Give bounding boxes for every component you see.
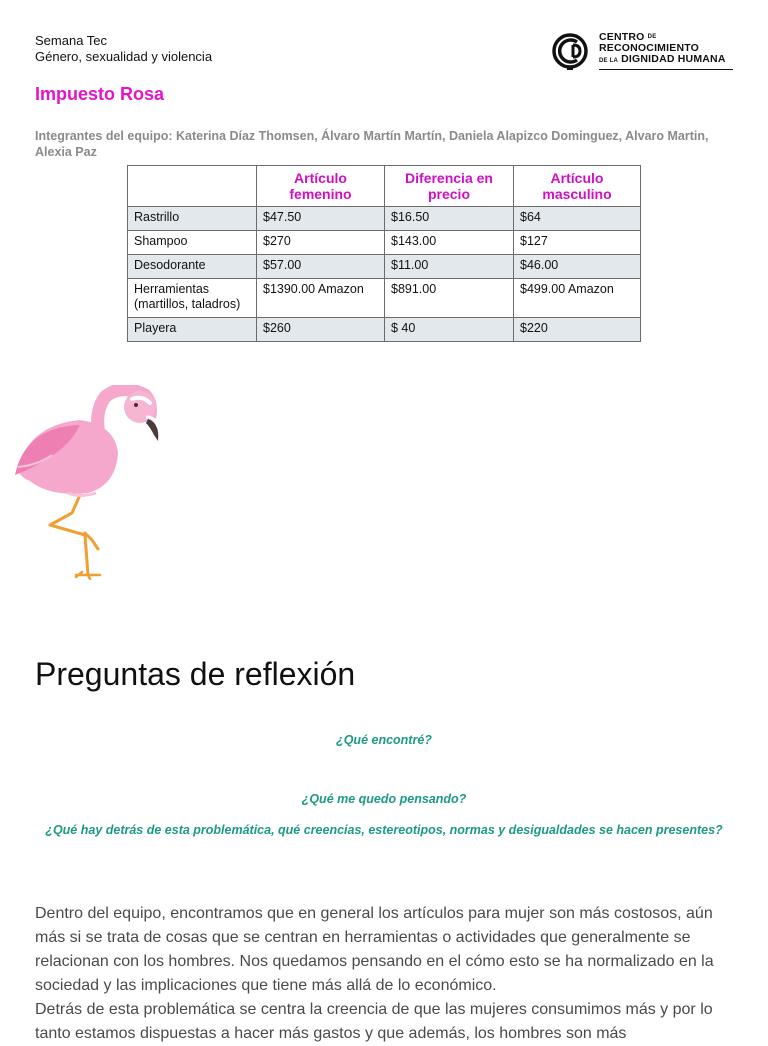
cell-difference: $16.50: [385, 207, 514, 231]
table-header-difference: Diferencia en precio: [385, 166, 514, 207]
cell-article: Rastrillo: [128, 207, 257, 231]
header-subject: Género, sexualidad y violencia: [35, 49, 213, 64]
cell-difference: $891.00: [385, 279, 514, 318]
question-3: ¿Qué hay detrás de esta problemática, qué creencias, estereotipos, normas y desigualdades se hacen presentes?: [45, 823, 723, 837]
cell-difference: $ 40: [385, 318, 514, 342]
cell-male-price: $127: [514, 231, 641, 255]
document-header: [35, 33, 212, 65]
header-course: Semana Tec: [35, 33, 108, 48]
cdh-logo-icon: [551, 32, 591, 70]
institution-logo: [551, 32, 733, 70]
table-header-female: Artículo femenino: [257, 166, 385, 207]
cell-difference: $11.00: [385, 255, 514, 279]
cell-female-price: $270: [257, 231, 385, 255]
table-row: [128, 279, 641, 318]
table-header-empty: [128, 166, 257, 207]
logo-text: [599, 32, 733, 70]
logo-line3: DIGNIDAD HUMANA: [621, 53, 726, 65]
table-header-row: [128, 166, 641, 207]
section-title: Preguntas de reflexión: [35, 656, 356, 692]
team-members: Integrantes del equipo: Katerina Díaz Thomsen, Álvaro Martín Martín, Daniela Alapizco Dominguez, Alvaro Martin, Alexia Paz: [35, 129, 709, 159]
cell-male-price: $46.00: [514, 255, 641, 279]
price-comparison-table: [127, 165, 641, 342]
flamingo-icon: [10, 385, 165, 580]
question-1: ¿Qué encontré?: [336, 733, 432, 747]
table-header-male: Artículo masculino: [514, 166, 641, 207]
table-row: [128, 318, 641, 342]
question-2: ¿Qué me quedo pensando?: [301, 792, 467, 806]
cell-article: Desodorante: [128, 255, 257, 279]
logo-rule: [599, 69, 733, 70]
cell-article: Herramientas (martillos, taladros): [128, 279, 257, 318]
logo-line1: CENTRO: [599, 31, 645, 43]
page-title: Impuesto Rosa: [35, 84, 165, 104]
cell-article: Shampoo: [128, 231, 257, 255]
cell-female-price: $57.00: [257, 255, 385, 279]
logo-line2: RECONOCIMIENTO: [599, 42, 700, 54]
logo-line3-small: DE LA: [599, 58, 618, 64]
cell-difference: $143.00: [385, 231, 514, 255]
cell-male-price: $499.00 Amazon: [514, 279, 641, 318]
logo-line1-sup: DE: [647, 34, 657, 40]
cell-male-price: $64: [514, 207, 641, 231]
cell-article: Playera: [128, 318, 257, 342]
table-row: [128, 255, 641, 279]
paragraph-part-2: Detrás de esta problemática se centra la creencia de que las mujeres consumimos más y por lo tanto estamos dispuestas a hacer más gastos y que además, los hombres son más: [35, 1001, 713, 1042]
cell-male-price: $220: [514, 318, 641, 342]
cell-female-price: $1390.00 Amazon: [257, 279, 385, 318]
reflection-paragraph: [35, 902, 735, 1046]
cell-female-price: $47.50: [257, 207, 385, 231]
table-row: [128, 207, 641, 231]
paragraph-part-1: Dentro del equipo, encontramos que en general los artículos para mujer son más costosos, aún más si se trata de cosas que se centran en herramientas o actividades que generalmente se relacionan con los hombres. Nos quedamos pensando en el cómo esto se ha normalizado en la sociedad y las implicaciones que tiene más allá de lo económico.: [35, 905, 714, 994]
cell-female-price: $260: [257, 318, 385, 342]
table-row: [128, 231, 641, 255]
